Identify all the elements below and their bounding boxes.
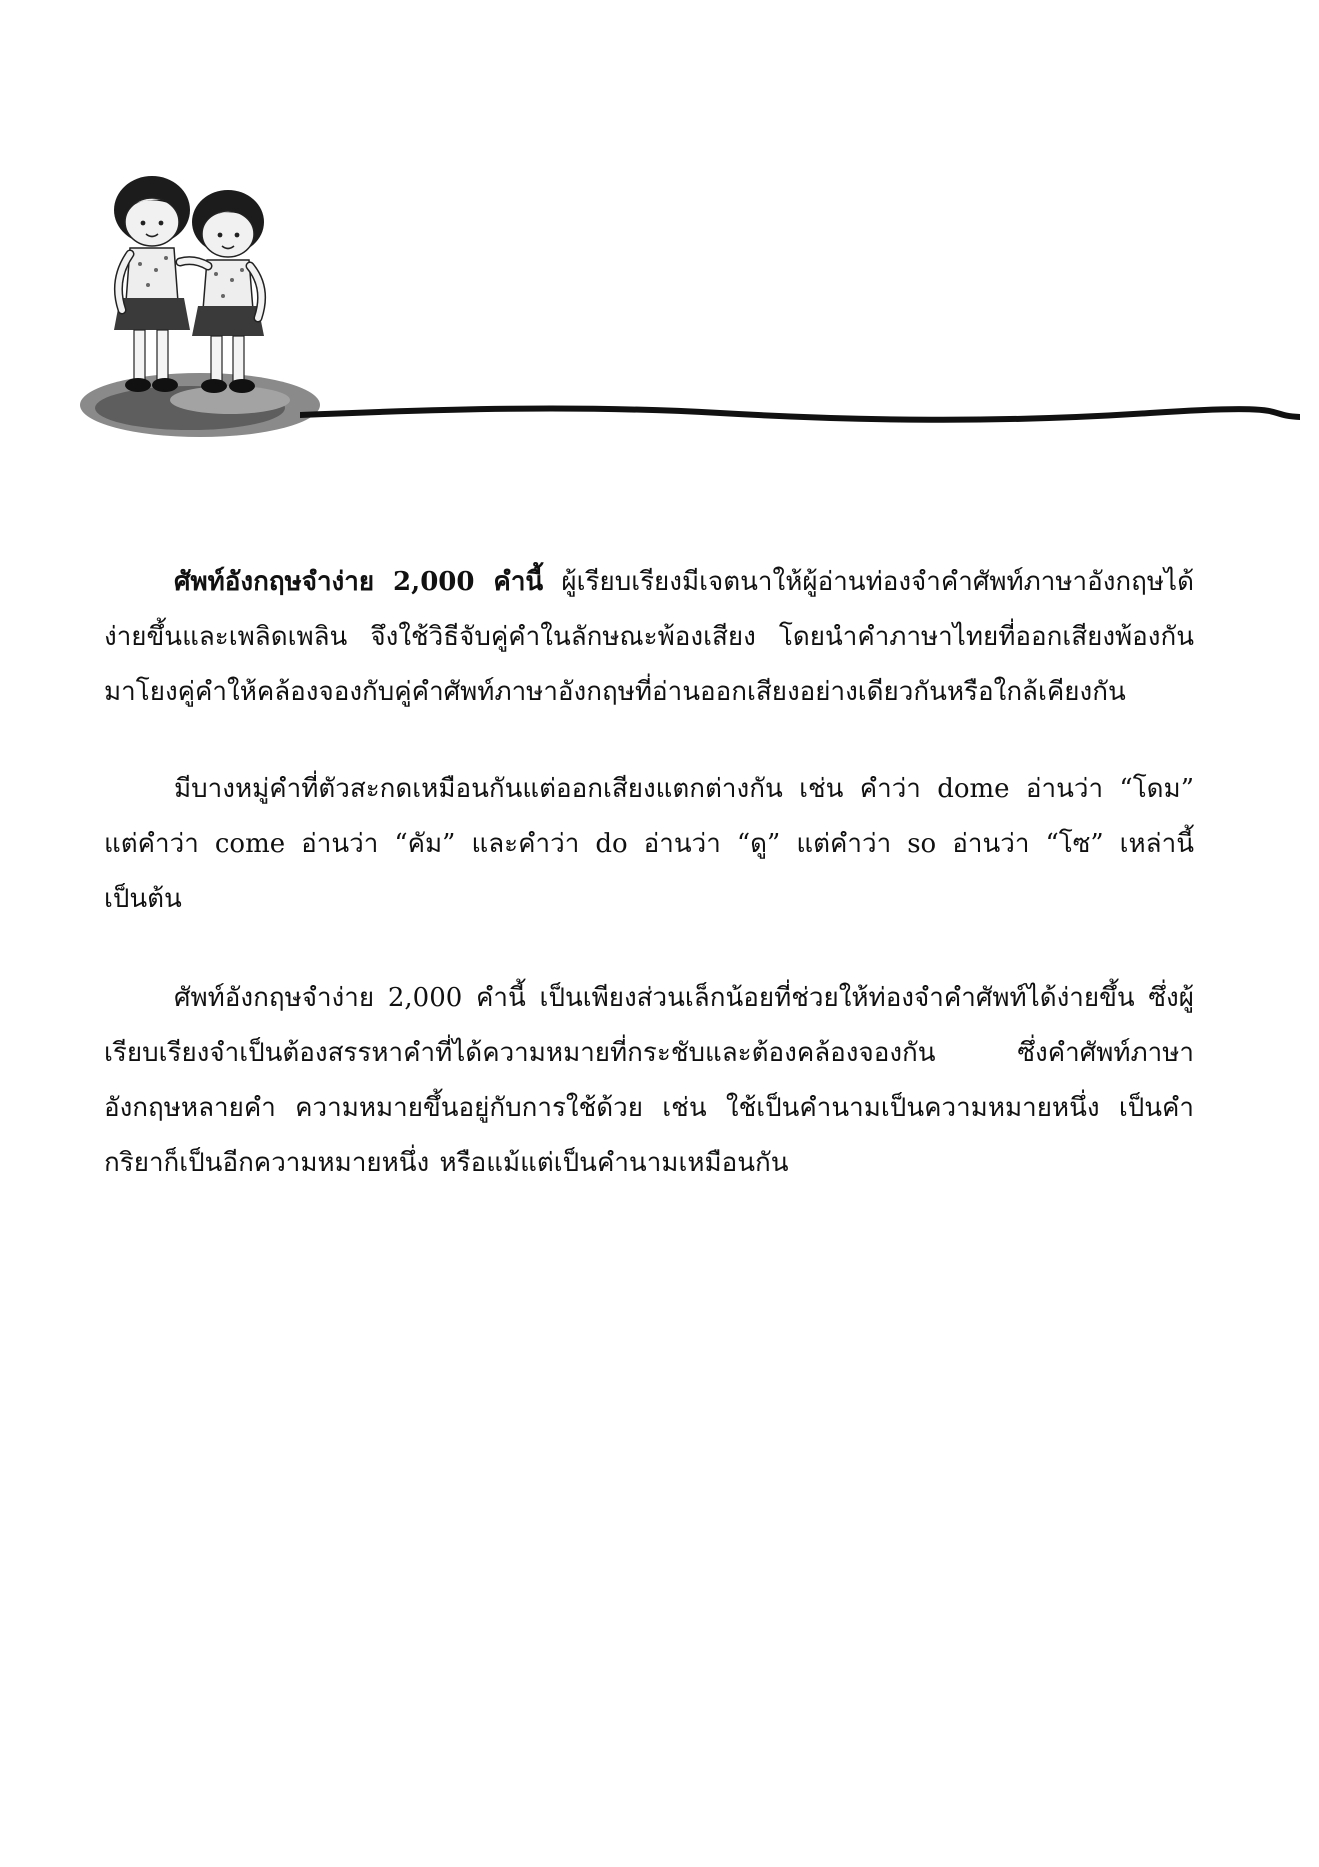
header-divider-line <box>300 395 1300 435</box>
document-body <box>104 555 1194 1233</box>
paragraph-text: ศัพท์อังกฤษจำง่าย 2,000 คำนี้ เป็นเพียงส่วนเล็กน้อยที่ช่วยให้ท่องจำคำศัพท์ได้ง่ายขึ้น ซึ่งผู้เรียบเรียงจำเป็นต้องสรรหาคำที่ได้ความหมายที่กระชับและต้องคล้องจองกัน ซึ่งคำศัพท์ภาษาอังกฤษหลายคำ ความหมายขึ้นอยู่กับการใช้ด้วย เช่น ใช้เป็นคำนามเป็นความหมายหนึ่ง เป็นคำกริยาก็เป็นอีกความหมายหนึ่ง หรือแม้แต่เป็นคำนามเหมือนกัน <box>104 983 1194 1178</box>
paragraph-spelling-examples <box>104 762 1194 927</box>
two-children-illustration-icon <box>80 170 330 440</box>
paragraph-text: ผู้เรียบเรียงมีเจตนาให้ผู้อ่านท่องจำคำศัพท์ภาษาอังกฤษได้ง่ายขึ้นและเพลิดเพลิน จึงใช้วิธีจับคู่คำในลักษณะพ้องเสียง โดยนำคำภาษาไทยที่ออกเสียงพ้องกันมาโยงคู่คำให้คล้องจองกับคู่คำศัพท์ภาษาอังกฤษที่อ่านออกเสียงอย่างเดียวกันหรือใกล้เคียงกัน <box>104 567 1194 707</box>
paragraph-text: มีบางหมู่คำที่ตัวสะกดเหมือนกันแต่ออกเสียงแตกต่างกัน เช่น คำว่า dome อ่านว่า “โดม” แต่คำว่า come อ่านว่า “คัม” และคำว่า do อ่านว่า “ดู” แต่คำว่า so อ่านว่า “โซ” เหล่านี้ เป็นต้น <box>104 774 1194 914</box>
paragraph-lead-text: ศัพท์อังกฤษจำง่าย 2,000 คำนี้ <box>174 567 544 597</box>
paragraph-intro <box>104 555 1194 720</box>
paragraph-meaning-note <box>104 971 1194 1191</box>
